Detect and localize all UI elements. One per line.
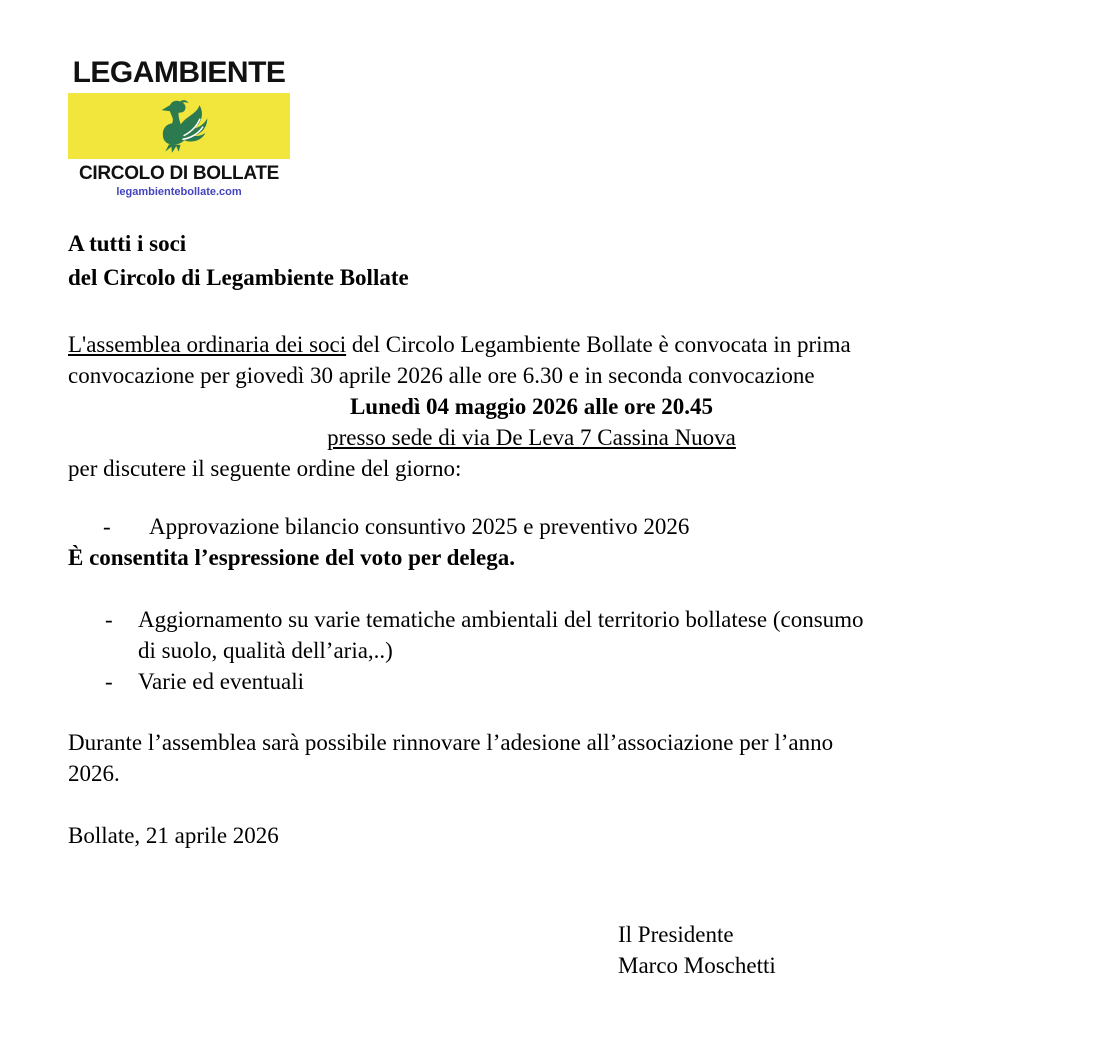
membership-note	[68, 727, 995, 789]
agenda-item-3-text: Varie ed eventuali	[138, 669, 305, 694]
agenda-item-2-line-2: di suolo, qualità dell’aria,..)	[138, 638, 393, 663]
meeting-location-line	[68, 422, 995, 453]
recipient-line-2: del Circolo di Legambiente Bollate	[68, 265, 409, 290]
dateline: Bollate, 21 aprile 2026	[68, 823, 279, 848]
agenda-intro: per discutere il seguente ordine del giorno:	[68, 456, 462, 481]
opening-line-2: convocazione per giovedì 30 aprile 2026 alle ore 6.30 e in seconda convocazione	[68, 363, 815, 388]
recipient-line-1: A tutti i soci	[68, 231, 187, 256]
recipient-block	[68, 227, 995, 295]
meeting-location: presso sede di via De Leva 7 Cassina Nuova	[327, 425, 736, 450]
membership-line-2: 2026.	[68, 761, 120, 786]
bullet-dash: -	[105, 669, 113, 694]
opening-line-1	[68, 329, 995, 360]
meeting-datetime: Lunedì 04 maggio 2026 alle ore 20.45	[349, 394, 714, 419]
agenda-item-3	[68, 666, 995, 697]
agenda-second-block	[68, 604, 995, 697]
agenda-item-1	[68, 511, 995, 542]
opening-paragraph	[68, 329, 995, 484]
logo-band	[68, 93, 290, 159]
agenda-item-2-text	[138, 604, 864, 666]
agenda-first-block	[68, 511, 995, 573]
logo-website: legambientebollate.com	[116, 186, 242, 198]
membership-line-1: Durante l’assemblea sarà possibile rinnovare l’adesione all’associazione per l’anno	[68, 730, 834, 755]
legambiente-logo	[68, 56, 290, 199]
agenda-item-1-text: Approvazione bilancio consuntivo 2025 e preventivo 2026	[149, 514, 690, 539]
agenda-item-2-line-1: Aggiornamento su varie tematiche ambientali del territorio bollatese (consumo	[138, 607, 864, 632]
opening-line-1-rest: del Circolo Legambiente Bollate è convocata in prima	[346, 332, 851, 357]
logo-subtitle: CIRCOLO DI BOLLATE	[78, 163, 280, 184]
signature-name: Marco Moschetti	[618, 953, 776, 978]
bullet-dash: -	[103, 514, 111, 539]
opening-underlined-phrase: L'assemblea ordinaria dei soci	[68, 332, 347, 357]
agenda-item-2	[68, 604, 995, 666]
signature-role: Il Presidente	[618, 922, 734, 947]
bullet-dash: -	[105, 607, 113, 632]
swan-icon	[147, 97, 211, 155]
logo-title: LEGAMBIENTE	[72, 56, 286, 89]
proxy-note: È consentita l’espressione del voto per delega.	[68, 545, 515, 570]
signature-block	[618, 919, 995, 981]
